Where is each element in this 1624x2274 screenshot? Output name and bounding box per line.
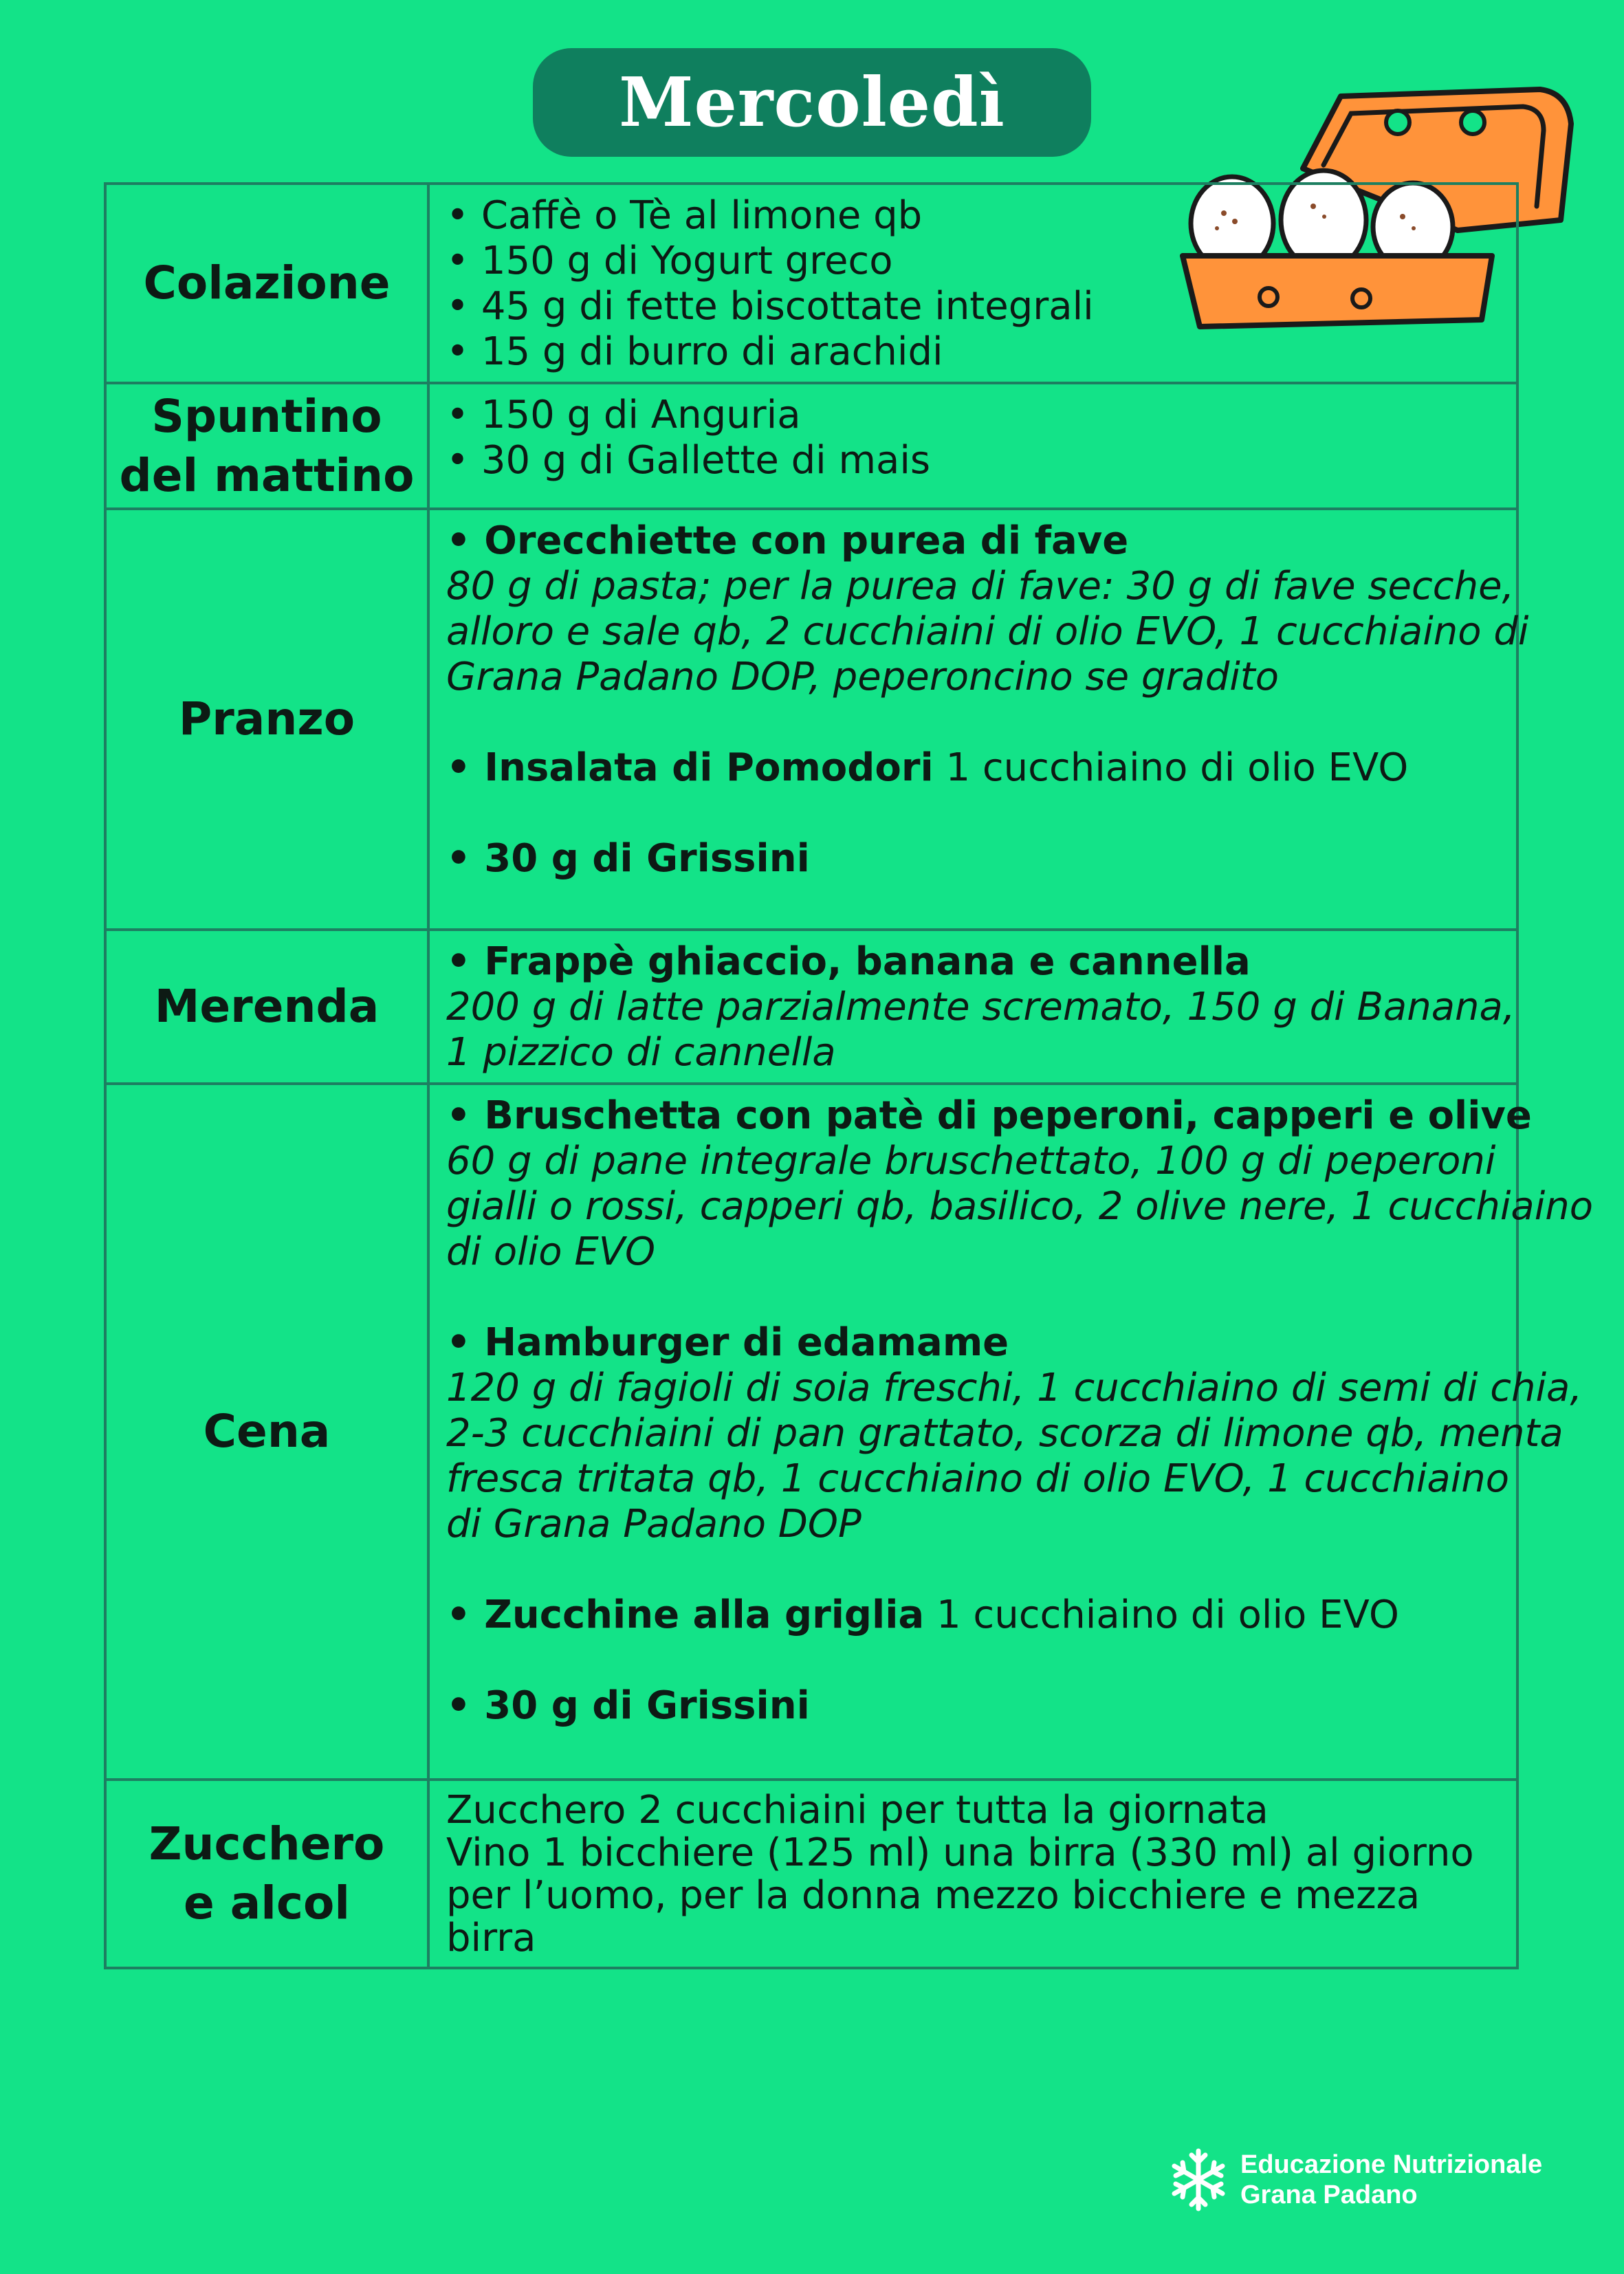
meal-label-line: e alcol [184,1877,350,1929]
dish-desc: di Grana Padano DOP [446,1502,862,1546]
meal-content [428,383,1517,509]
list-item: • Caffè o Tè al limone qb [446,193,923,238]
row-pranzo [105,509,1517,930]
dish-desc: gialli o rossi, capperi qb, basilico, 2 olive nere, 1 cucchiaino [446,1184,1594,1229]
dish-name: • Zucchine alla griglia [446,1593,925,1637]
row-spuntino [105,383,1517,509]
logo-line: Educazione Nutrizionale [1240,2150,1543,2179]
text-line: Vino 1 bicchiere (125 ml) una birra (330 ml) al giorno [446,1830,1474,1875]
dish-desc: fresca tritata qb, 1 cucchiaino di olio EVO, 1 cucchiaino [446,1456,1510,1501]
dish-desc: Grana Padano DOP, peperoncino se gradito [446,655,1280,699]
dish-name: • 30 g di Grissini [446,836,810,881]
meal-label [105,383,428,509]
meal-label: Colazione [105,184,428,383]
row-merenda [105,930,1517,1084]
dish-desc: 200 g di latte parzialmente scremato, 150 g di Banana, [446,985,1515,1029]
logo-line: Grana Padano [1240,2180,1418,2209]
meal-table [104,182,1594,1969]
meal-label-line: Zucchero [149,1817,385,1870]
row-colazione [105,184,1517,383]
brand-logo [1169,2145,1542,2214]
text-line: per l’uomo, per la donna mezzo bicchiere e mezza [446,1873,1420,1918]
dish-desc: 60 g di pane integrale bruschettato, 100 g di peperoni [446,1139,1496,1183]
meal-content [428,1084,1594,1780]
dish-desc: 80 g di pasta; per la purea di fave: 30 g di fave secche, [446,564,1515,609]
dish-name: • Bruschetta con patè di peperoni, capperi e olive [446,1093,1532,1138]
dish-desc: 2-3 cucchiaini di pan grattato, scorza di limone qb, menta [446,1411,1563,1456]
meal-label: Pranzo [105,509,428,930]
meal-label: Cena [105,1084,428,1780]
text-line: birra [446,1916,536,1960]
meal-content [428,184,1517,383]
text-line: Zucchero 2 cucchiaini per tutta la giornata [446,1788,1269,1833]
meal-label-line: Spuntino [151,389,382,443]
dish-desc: 120 g di fagioli di soia freschi, 1 cucchiaino di semi di chia, [446,1366,1583,1410]
list-item: • 30 g di Gallette di mais [446,438,931,483]
meal-label-line: del mattino [119,448,415,502]
list-item: • 15 g di burro di arachidi [446,329,943,374]
row-zucchero [105,1780,1517,1968]
dish-desc: di olio EVO [446,1229,656,1274]
page-title: Mercoledì [619,63,1005,142]
dish-name: • Insalata di Pomodori [446,745,934,790]
list-item: • 150 g di Yogurt greco [446,239,893,283]
meal-label: Merenda [105,930,428,1084]
snowflake-logo-icon [1169,2145,1228,2214]
row-cena [105,1084,1517,1780]
dish-name: • Hamburger di edamame [446,1320,1009,1365]
dish-extra: 1 cucchiaino di olio EVO [924,1593,1399,1637]
list-item: • 45 g di fette biscottate integrali [446,284,1094,329]
dish-name: • 30 g di Grissini [446,1683,810,1728]
meal-label [105,1780,428,1968]
dish-extra: 1 cucchiaino di olio EVO [933,745,1409,790]
dish-desc: 1 pizzico di cannella [446,1030,836,1075]
dish-name: • Frappè ghiaccio, banana e cannella [446,939,1251,984]
meal-content [428,509,1529,930]
list-item: • 150 g di Anguria [446,393,801,437]
dish-name: • Orecchiette con purea di fave [446,518,1129,563]
title-pill [533,48,1091,157]
meal-content [428,1780,1517,1968]
dish-desc: alloro e sale qb, 2 cucchiaini di olio EVO, 1 cucchiaino di [446,609,1529,654]
meal-content [428,930,1517,1084]
